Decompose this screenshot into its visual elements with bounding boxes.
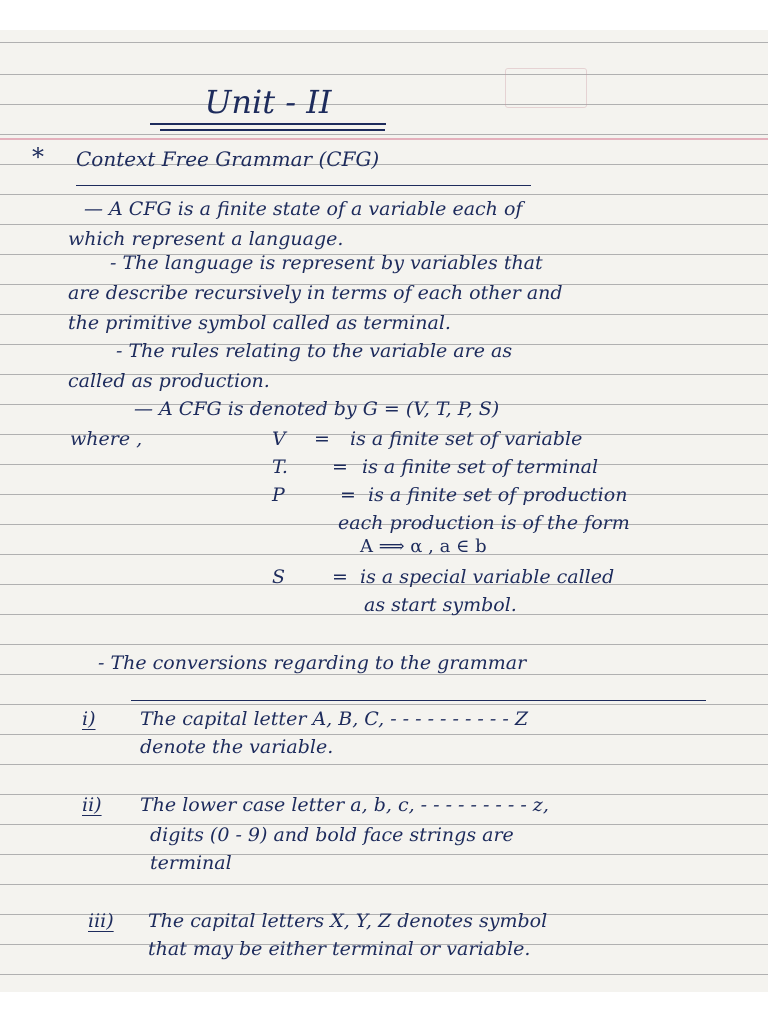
component-p-symbol: P (272, 484, 285, 506)
convention-2-line1: The lower case letter a, b, c, - - - - - - - - - z, (140, 794, 549, 816)
para2-line3: the primitive symbol called as terminal. (68, 312, 451, 334)
convention-3-line1: The capital letters X, Y, Z denotes symbol (148, 910, 548, 932)
para2-line1: - The language is represent by variables that (110, 252, 543, 274)
start-symbol-line: as start symbol. (364, 594, 517, 616)
conventions-heading: - The conversions regarding to the grammar (98, 652, 527, 674)
component-t-desc: is a finite set of terminal (362, 456, 599, 478)
convention-2-line2: digits (0 - 9) and bold face strings are (150, 824, 514, 846)
component-t-equals: = (332, 456, 348, 478)
convention-1-line1: The capital letter A, B, C, - - - - - - - - - - Z (140, 708, 529, 730)
para3-line1: - The rules relating to the variable are as (116, 340, 513, 362)
cfg-definition: — A CFG is denoted by G = (V, T, P, S) (134, 398, 500, 420)
component-v-desc: is a finite set of variable (350, 428, 583, 450)
component-p-equals: = (340, 484, 356, 506)
component-p-desc: is a finite set of production (368, 484, 628, 506)
para1-line1: — A CFG is a finite state of a variable each of (84, 198, 523, 220)
heading-underline (76, 185, 531, 186)
component-s-equals: = (332, 566, 348, 588)
production-rule: A ⟹ α , a ∈ b (360, 536, 487, 557)
title-underline (150, 123, 386, 125)
page-title: Unit - II (204, 83, 332, 121)
component-v-equals: = (314, 428, 330, 450)
heading-bullet: * (32, 143, 44, 171)
component-t-symbol: T. (272, 456, 288, 478)
page-stamp (505, 68, 587, 108)
margin-line (0, 138, 768, 140)
convention-3-line2: that may be either terminal or variable. (148, 938, 531, 960)
conventions-underline (131, 700, 706, 701)
convention-1-line2: denote the variable. (140, 736, 334, 758)
para2-line2: are describe recursively in terms of each other and (68, 282, 563, 304)
convention-2-line3: terminal (150, 852, 232, 874)
para3-line2: called as production. (68, 370, 270, 392)
convention-1-number: i) (82, 708, 96, 730)
para1-line2: which represent a language. (68, 228, 344, 250)
section-heading: Context Free Grammar (CFG) (76, 147, 380, 171)
component-s-symbol: S (272, 566, 286, 588)
title-underline-second (160, 129, 385, 131)
component-s-desc: is a special variable called (360, 566, 615, 588)
convention-2-number: ii) (82, 794, 102, 816)
notebook-page (0, 30, 768, 992)
where-label: where , (70, 428, 143, 450)
convention-3-number: iii) (88, 910, 114, 932)
production-form: each production is of the form (338, 512, 630, 534)
component-v-symbol: V (272, 428, 286, 450)
